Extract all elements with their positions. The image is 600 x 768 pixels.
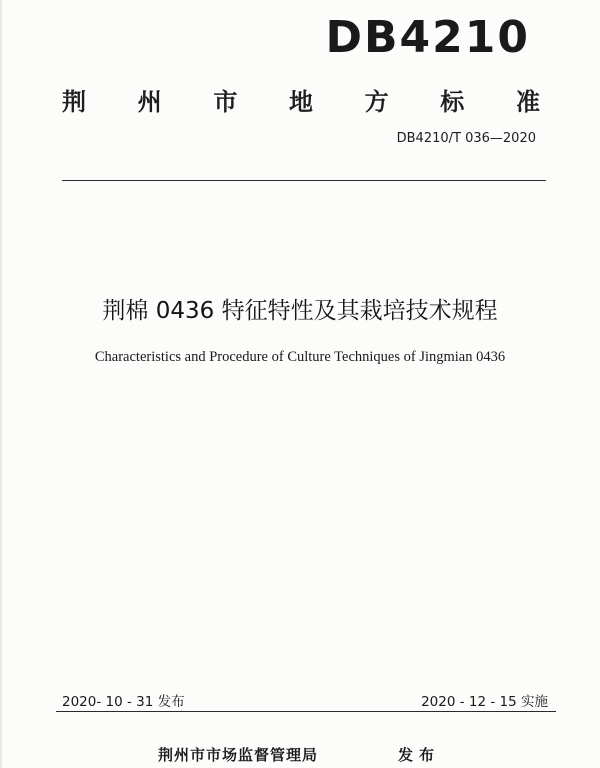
document-title-chinese: 荆棉 0436 特征特性及其栽培技术规程 (102, 298, 498, 324)
bottom-divider (56, 711, 556, 712)
top-divider (62, 180, 546, 181)
issue-label: 发布 (398, 746, 441, 764)
standard-code: DB4210 (325, 12, 530, 63)
category-char: 方 (364, 88, 389, 116)
effective-date: 2020 - 12 - 15 实施 (421, 694, 548, 710)
category-char: 荆 (62, 88, 86, 116)
category-char: 地 (288, 88, 313, 116)
document-title-english: Characteristics and Procedure of Culture Techniques of Jingmian 0436 (94, 349, 506, 365)
category-char: 州 (137, 88, 162, 116)
standard-number: DB4210/T 036—2020 (396, 131, 536, 146)
category-char: 市 (213, 88, 238, 116)
category-char: 准 (515, 88, 540, 116)
category-char: 标 (440, 88, 465, 116)
standard-category (62, 82, 540, 117)
issuing-authority: 荆州市市场监督管理局 (158, 746, 319, 764)
issue-date: 2020- 10 - 31 发布 (62, 694, 185, 710)
